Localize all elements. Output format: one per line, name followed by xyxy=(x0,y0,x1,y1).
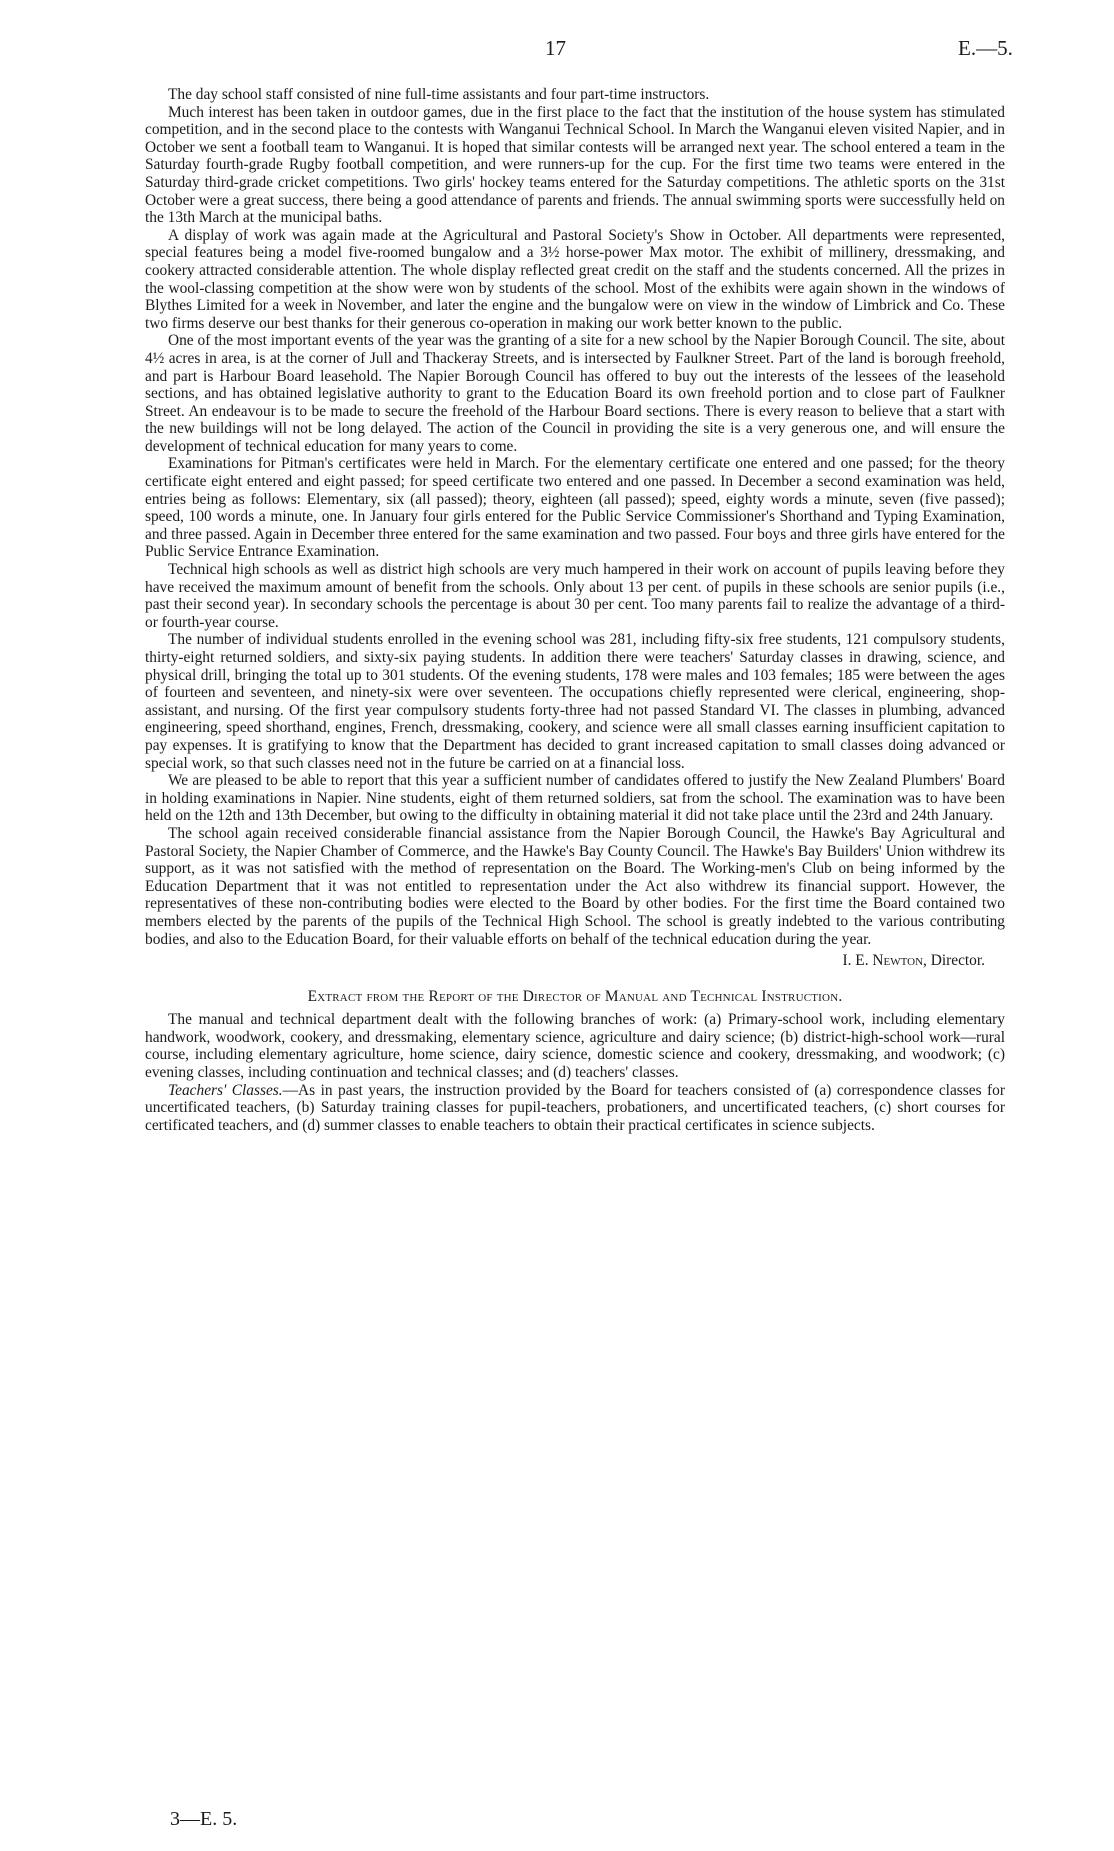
paragraph-high-schools: Technical high schools as well as district high schools are very much hampered in their work on account of pupils leaving before they have received the maximum amount of benefit from the schools. Only about 13 per cent. of pupils in these schools are senior pupils (i.e., past their second year). In secondary schools the percentage is about 30 per cent. Too many parents fail to realize the advantage of a third- or fourth-year course. xyxy=(145,561,1005,631)
teachers-classes-text: —As in past years, the instruction provided by the Board for teachers consisted of (a) correspondence classes for uncertificated teachers, (b) Saturday training classes for pupil-teachers, probationers, and uncertificated teachers, (c) short courses for certificated teachers, and (d) summer classes to enable teachers to obtain their practical certificates in science subjects. xyxy=(145,1081,1005,1134)
paragraph-games: Much interest has been taken in outdoor games, due in the first place to the fact that the institution of the house system has stimulated competition, and in the second place to the contests with Wanganui Technical School. In March the Wanganui eleven visited Napier, and in October we sent a football team to Wanganui. It is hoped that similar contests will be arranged next year. The school entered a team in the Saturday fourth-grade Rugby football competition, and were runners-up for the cup. For the first time two teams were entered in the Saturday third-grade cricket competitions. Two girls' hockey teams entered for the Saturday competitions. The athletic sports on the 31st October were a great success, there being a good attendance of parents and friends. The annual swimming sports were successfully held on the 13th March at the municipal baths. xyxy=(145,103,1005,227)
signature-title: , Director. xyxy=(923,952,985,970)
extract-title: Extract from the Report of the Director of Manual and Technical Instruction. xyxy=(307,987,843,1005)
paragraph-finance: The school again received considerable financial assistance from the Napier Borough Council, the Hawke's Bay Agricultural and Pastoral Society, the Napier Chamber of Commerce, and the Hawke's Bay County Council. The Hawke's Bay Builders' Union withdrew its support, as it was not satisfied with the method of representation on the Board. The Working-men's Club on being informed by the Education Department that it was not entitled to representation under the Act also withdrew its financial support. However, the representatives of these non-contributing bodies were elected to the Board by other bodies. For the first time the Board contained two members elected by the parents of the pupils of the Technical High School. The school is greatly indebted to the various contributing bodies, and also to the Education Board, for their valuable efforts on behalf of the technical education during the year. xyxy=(145,824,1005,948)
paragraph-plumbers: We are pleased to be able to report that this year a sufficient number of candidates offered to justify the New Zealand Plumbers' Board in holding examinations in Napier. Nine students, eight of them returned soldiers, sat from the school. The examination was to have been held on the 12th and 13th December, but owing to the difficulty in obtaining material it did not take place until the 23rd and 24th January. xyxy=(145,772,1005,825)
director-signature xyxy=(145,952,1005,970)
paragraph-display: A display of work was again made at the Agricultural and Pastoral Society's Show in October. All departments were represented, special features being a model five-roomed bungalow and a 3½ horse-power Max motor. The exhibit of millinery, dressmaking, and cookery attracted considerable attention. The whole display reflected great credit on the staff and the students concerned. All the prizes in the wool-classing competition at the show were won by students of the school. Most of the exhibits were again shown in the windows of Blythes Limited for a week in November, and later the engine and the bungalow were on view in the window of Limbrick and Co. These two firms deserve our best thanks for their generous co-operation in making our work better known to the public. xyxy=(145,226,1005,332)
paragraph-examinations: Examinations for Pitman's certificates were held in March. For the elementary certificate one entered and one passed; for the theory certificate eight entered and eight passed; for speed certificate two entered and one passed. In December a second examination was held, entries being as follows: Elementary, six (all passed); theory, eighteen (all passed); speed, eighty words a minute, seven (five passed); speed, 100 words a minute, one. In January four girls entered for the Public Service Commissioner's Shorthand and Typing Examination, and three passed. Again in December three entered for the same examination and two passed. Four boys and three girls have entered for the Public Service Entrance Examination. xyxy=(145,455,1005,561)
paragraph-staff: The day school staff consisted of nine full-time assistants and four part-time instructors. xyxy=(168,86,710,103)
signature-mark: 3—E. 5. xyxy=(170,1808,238,1830)
signature-name: I. E. Newton xyxy=(842,952,924,970)
extract-paragraph-teachers xyxy=(145,1082,1005,1135)
extract-paragraph-branches: The manual and technical department dealt with the following branches of work: (a) Primary-school work, including elementary handwork, woodwork, cookery, and dressmaking, elementary science, agriculture and dairy science; (b) district-high-school work—rural course, including elementary agriculture, home science, dairy science, domestic science and cookery, dressmaking, and woodwork; (c) evening classes, including continuation and technical classes; and (d) teachers' classes. xyxy=(145,1011,1005,1082)
teachers-classes-heading: Teachers' Classes. xyxy=(168,1081,283,1099)
document-reference: E.—5. xyxy=(958,36,1013,60)
paragraph-site: One of the most important events of the year was the granting of a site for a new school by the Napier Borough Council. The site, about 4½ acres in area, is at the corner of Jull and Thackeray Streets, and is intersected by Faulkner Street. Part of the land is borough freehold, and part is Harbour Board leasehold. The Napier Borough Council has offered to buy out the interests of the lessees of the leasehold sections, and has obtained legislative authority to grant to the Education Board its own freehold portion and to close part of Faulkner Street. An endeavour is to be made to secure the freehold of the Harbour Board sections. There is every reason to believe that a start with the new buildings will not be long delayed. The action of the Council in providing the site is a very generous one, and will ensure the development of technical education for many years to come. xyxy=(145,332,1005,455)
page-number: 17 xyxy=(545,36,566,60)
report-body xyxy=(145,86,1005,1134)
paragraph-evening-school: The number of individual students enrolled in the evening school was 281, including fifty-six free students, 121 compulsory students, thirty-eight returned soldiers, and sixty-six paying students. In addition there were teachers' Saturday classes in drawing, science, and physical drill, bringing the total up to 301 students. Of the evening students, 178 were males and 103 females; 185 were between the ages of fourteen and seventeen, and ninety-six were over seventeen. The occupations chiefly represented were clerical, engineering, shop-assistant, and nursing. Of the first year compulsory students forty-three had not passed Standard VI. The classes in plumbing, advanced engineering, speed shorthand, engines, French, dressmaking, cookery, and science were all small classes earning insufficient capitation to pay expenses. It is gratifying to know that the Department has decided to grant increased capitation to small classes doing advanced or special work, so that such classes need not in the future be carried on at a financial loss. xyxy=(145,631,1005,772)
